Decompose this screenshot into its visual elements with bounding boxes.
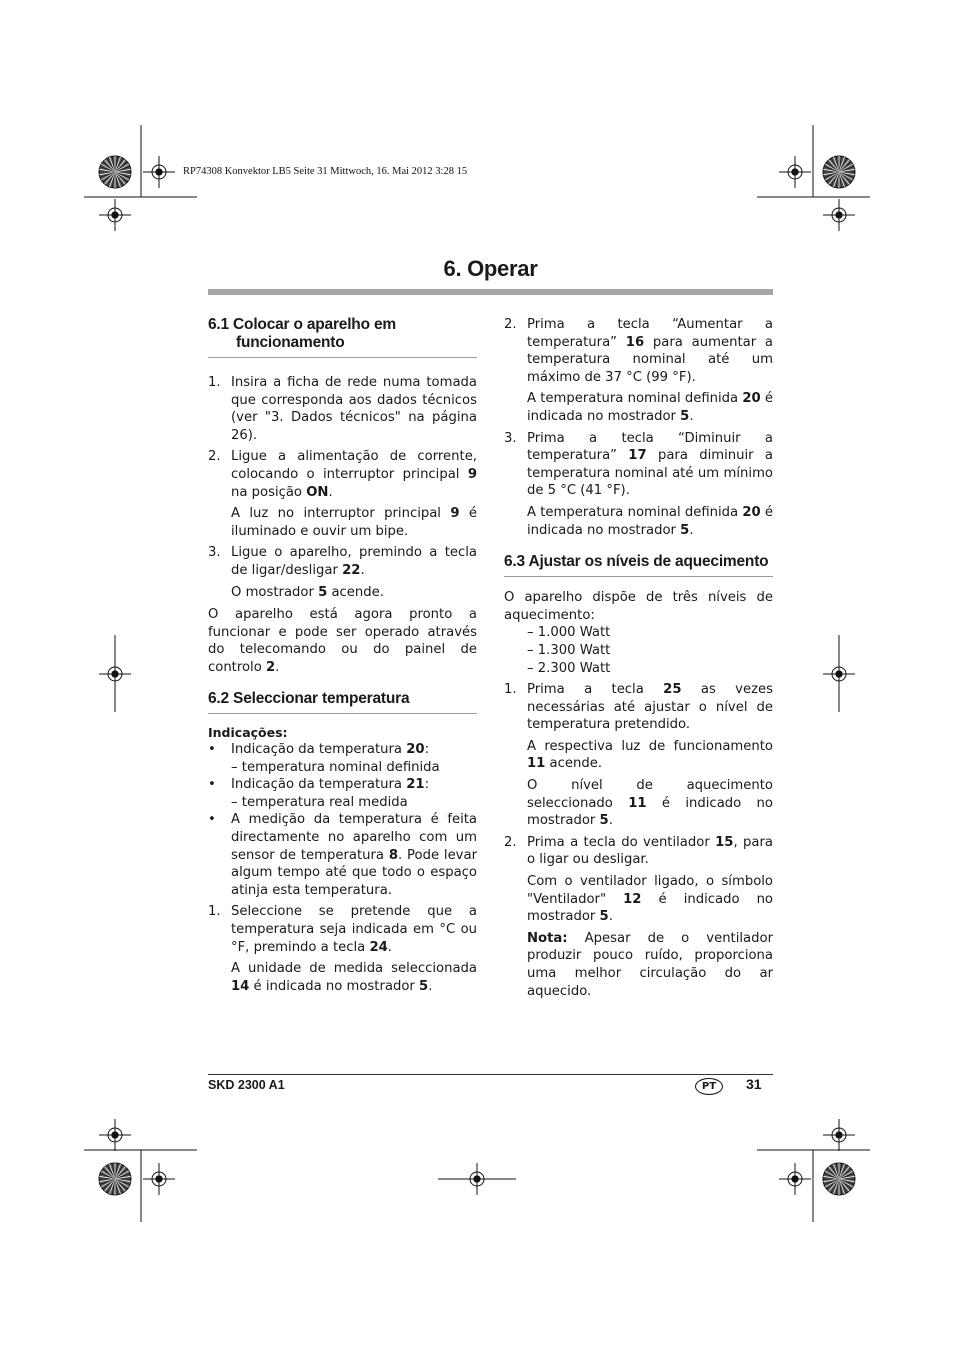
bullet-subitem: – temperatura real medida <box>231 794 408 810</box>
section-6-3-heading: 6.3 Ajustar os níveis de aquecimento <box>504 553 773 577</box>
list-item: 3. Prima a tecla “Diminuir a temperatura” 17 para diminuir a temperatura nominal até um mínimo de 5 °C (41 °F). <box>504 430 773 499</box>
section-6-2-heading: 6.2 Seleccionar temperatura <box>208 690 477 714</box>
section-6-1-heading <box>208 316 477 358</box>
list-item-note: A temperatura nominal definida 20 é indicada no mostrador 5. <box>527 391 773 424</box>
notes-label: Indicações: <box>208 724 288 740</box>
list-item-note: A unidade de medida seleccionada 14 é indicada no mostrador 5. <box>231 961 477 994</box>
section-6-1-heading-line1: 6.1 Colocar o aparelho em <box>208 316 396 333</box>
power-level: – 1.000 Watt <box>527 625 611 641</box>
bullet-subitem: – temperatura nominal definida <box>231 759 440 775</box>
bullet-item: • Indicação da temperatura 20: <box>208 742 430 758</box>
paragraph: O aparelho está agora pronto a funcionar e pode ser operado através do telecomando ou do painel de controlo 2. <box>208 607 477 675</box>
list-item: 3. Ligue o aparelho, premindo a tecla de ligar/desligar 22. <box>208 545 477 578</box>
bullet-item: • Indicação da temperatura 21: <box>208 777 430 793</box>
list-item: 1. Prima a tecla 25 as vezes necessárias até ajustar o nível de temperatura pretendido. <box>504 682 773 733</box>
title-rule <box>208 289 773 295</box>
power-level: – 2.300 Watt <box>527 660 611 676</box>
note-paragraph: Nota: Apesar de o ventilador produzir pouco ruído, proporciona uma melhor circulação do ar aquecido. <box>527 930 773 999</box>
list-item: 2. Prima a tecla do ventilador 15, para o ligar ou desligar. <box>504 834 773 868</box>
list-item: 2. Ligue a alimentação de corrente, colocando o interruptor principal 9 na posição ON. <box>208 449 477 500</box>
left-column <box>208 316 477 995</box>
list-item: 1. Seleccione se pretende que a temperatura seja indicada em °C ou °F, premindo a tecla 24. <box>208 904 477 955</box>
footer-rule <box>208 1074 773 1075</box>
bullet-item: • A medição da temperatura é feita directamente no aparelho com um sensor de temperatura 8. Pode levar algum tempo até que todo o espaço atinja esta temperatura. <box>208 812 477 898</box>
list-item-note: A temperatura nominal definida 20 é indicada no mostrador 5. <box>527 504 773 538</box>
list-item: 2. Prima a tecla “Aumentar a temperatura” 16 para aumentar a temperatura nominal até um máximo de 37 °C (99 °F). <box>504 317 773 385</box>
print-slug: RP74308 Konvektor LB5 Seite 31 Mittwoch, 16. Mai 2012 3:28 15 <box>183 166 468 177</box>
right-column <box>504 316 773 1000</box>
section-6-1-heading-line2: funcionamento <box>236 334 345 351</box>
list-item-note: O mostrador 5 acende. <box>231 584 384 600</box>
list-item-note: O nível de aquecimento seleccionado 11 é indicado no mostrador 5. <box>527 778 773 829</box>
page-number: 31 <box>746 1076 762 1092</box>
list-item-note: A luz no interruptor principal 9 é iluminado e ouvir um bipe. <box>231 506 477 539</box>
model-number: SKD 2300 A1 <box>208 1078 285 1092</box>
page-title: 6. Operar <box>443 256 538 281</box>
list-item-note: A respectiva luz de funcionamento 11 acende. <box>527 738 773 772</box>
paragraph: O aparelho dispõe de três níveis de aquecimento: <box>504 590 773 623</box>
list-item-note: Com o ventilador ligado, o símbolo "Ventilador" 12 é indicado no mostrador 5. <box>527 874 774 925</box>
list-item: 1. Insira a ficha de rede numa tomada que corresponda aos dados técnicos (ver "3. Dados técnicos" na página 26). <box>208 375 477 443</box>
power-level: – 1.300 Watt <box>527 642 611 658</box>
language-badge: PT <box>695 1078 723 1095</box>
